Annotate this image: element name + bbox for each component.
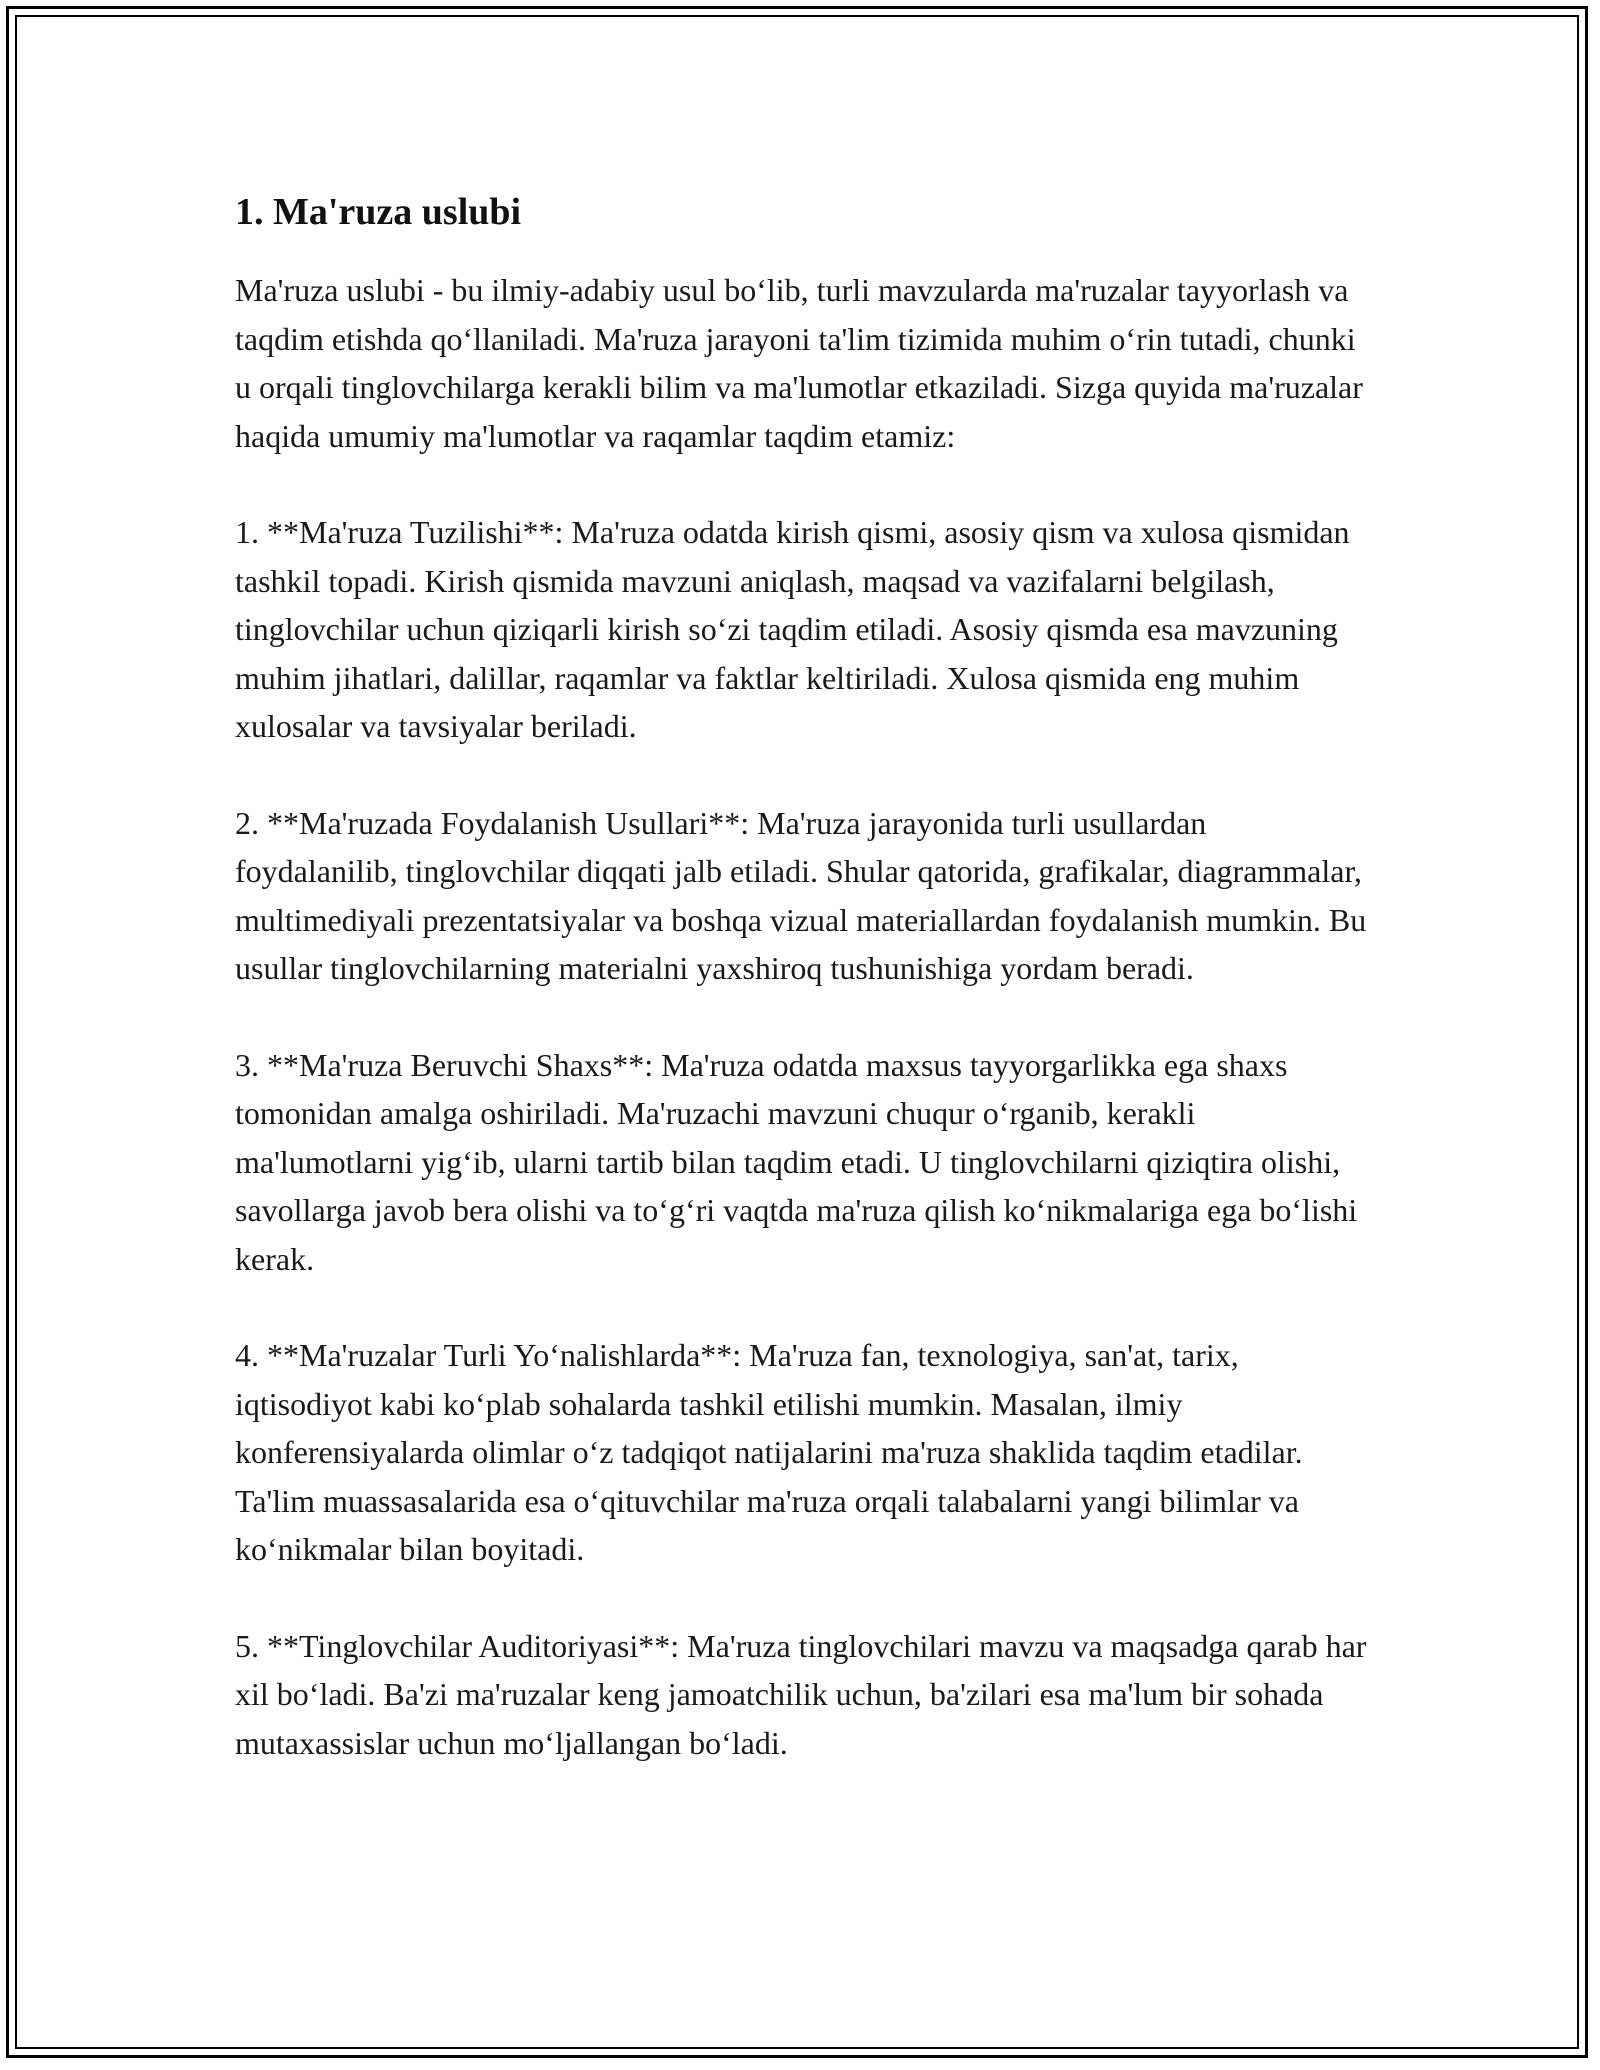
section-heading: 1. Ma'ruza uslubi [235, 191, 522, 233]
intro-paragraph: Ma'ruza uslubi - bu ilmiy-adabiy usul bo‘lib, turli mavzularda ma'ruzalar tayyorlash va taqdim etishda qo‘llaniladi. Ma'ruza jarayoni ta'lim tizimida muhim o‘rin tutadi, chunki u orqali tinglovchilarga kerakli bilim va ma'lumotlar etkaziladi. Sizga quyida ma'ruzalar haqida umumiy ma'lumotlar va raqamlar taqdim etamiz: [235, 272, 1363, 454]
list-item-audience: 5. **Tinglovchilar Auditoriyasi**: Ma'ruza tinglovchilari mavzu va maqsadga qarab har xil bo‘ladi. Ba'zi ma'ruzalar keng jamoatchilik uchun, ba'zilari esa ma'lum bir sohada mutaxassislar uchun mo‘ljallangan bo‘ladi. [235, 1627, 1367, 1761]
list-item-directions: 4. **Ma'ruzalar Turli Yo‘nalishlarda**: Ma'ruza fan, texnologiya, san'at, tarix, iqtisodiyot kabi ko‘plab sohalarda tashkil etilishi mumkin. Masalan, ilmiy konferensiyalarda olimlar o‘z tadqiqot natijalarini ma'ruza shaklida taqdim etadilar. Ta'lim muassasalarida esa o‘qituvchilar ma'ruza orqali talabalarni yangi bilimlar va ko‘nikmalar bilan boyitadi. [235, 1337, 1303, 1567]
list-item-speaker: 3. **Ma'ruza Beruvchi Shaxs**: Ma'ruza odatda maxsus tayyorgarlikka ega shaxs tomonidan amalga oshiriladi. Ma'ruzachi mavzuni chuqur o‘rganib, kerakli ma'lumotlarni yig‘ib, ularni tartib bilan taqdim etadi. U tinglovchilarni qiziqtira olishi, savollarga javob bera olishi va to‘g‘ri vaqtda ma'ruza qilish ko‘nikmalariga ega bo‘lishi kerak. [235, 1046, 1358, 1277]
list-item-structure: 1. **Ma'ruza Tuzilishi**: Ma'ruza odatda kirish qismi, asosiy qism va xulosa qismidan tashkil topadi. Kirish qismida mavzuni aniqlash, maqsad va vazifalarni belgilash, tinglovchilar uchun qiziqarli kirish so‘zi taqdim etiladi. Asosiy qismda esa mavzuning muhim jihatlari, dalillar, raqamlar va faktlar keltiriladi. Xulosa qismida eng muhim xulosalar va tavsiyalar beriladi. [235, 514, 1350, 744]
document-body [235, 186, 1375, 1767]
list-item-methods: 2. **Ma'ruzada Foydalanish Usullari**: Ma'ruza jarayonida turli usullardan foydalanilib, tinglovchilar diqqati jalb etiladi. Shular qatorida, grafikalar, diagrammalar, multimediyali prezentatsiyalar va boshqa vizual materiallardan foydalanish mumkin. Bu usullar tinglovchilarning materialni yaxshiroq tushunishiga yordam beradi. [235, 804, 1367, 986]
